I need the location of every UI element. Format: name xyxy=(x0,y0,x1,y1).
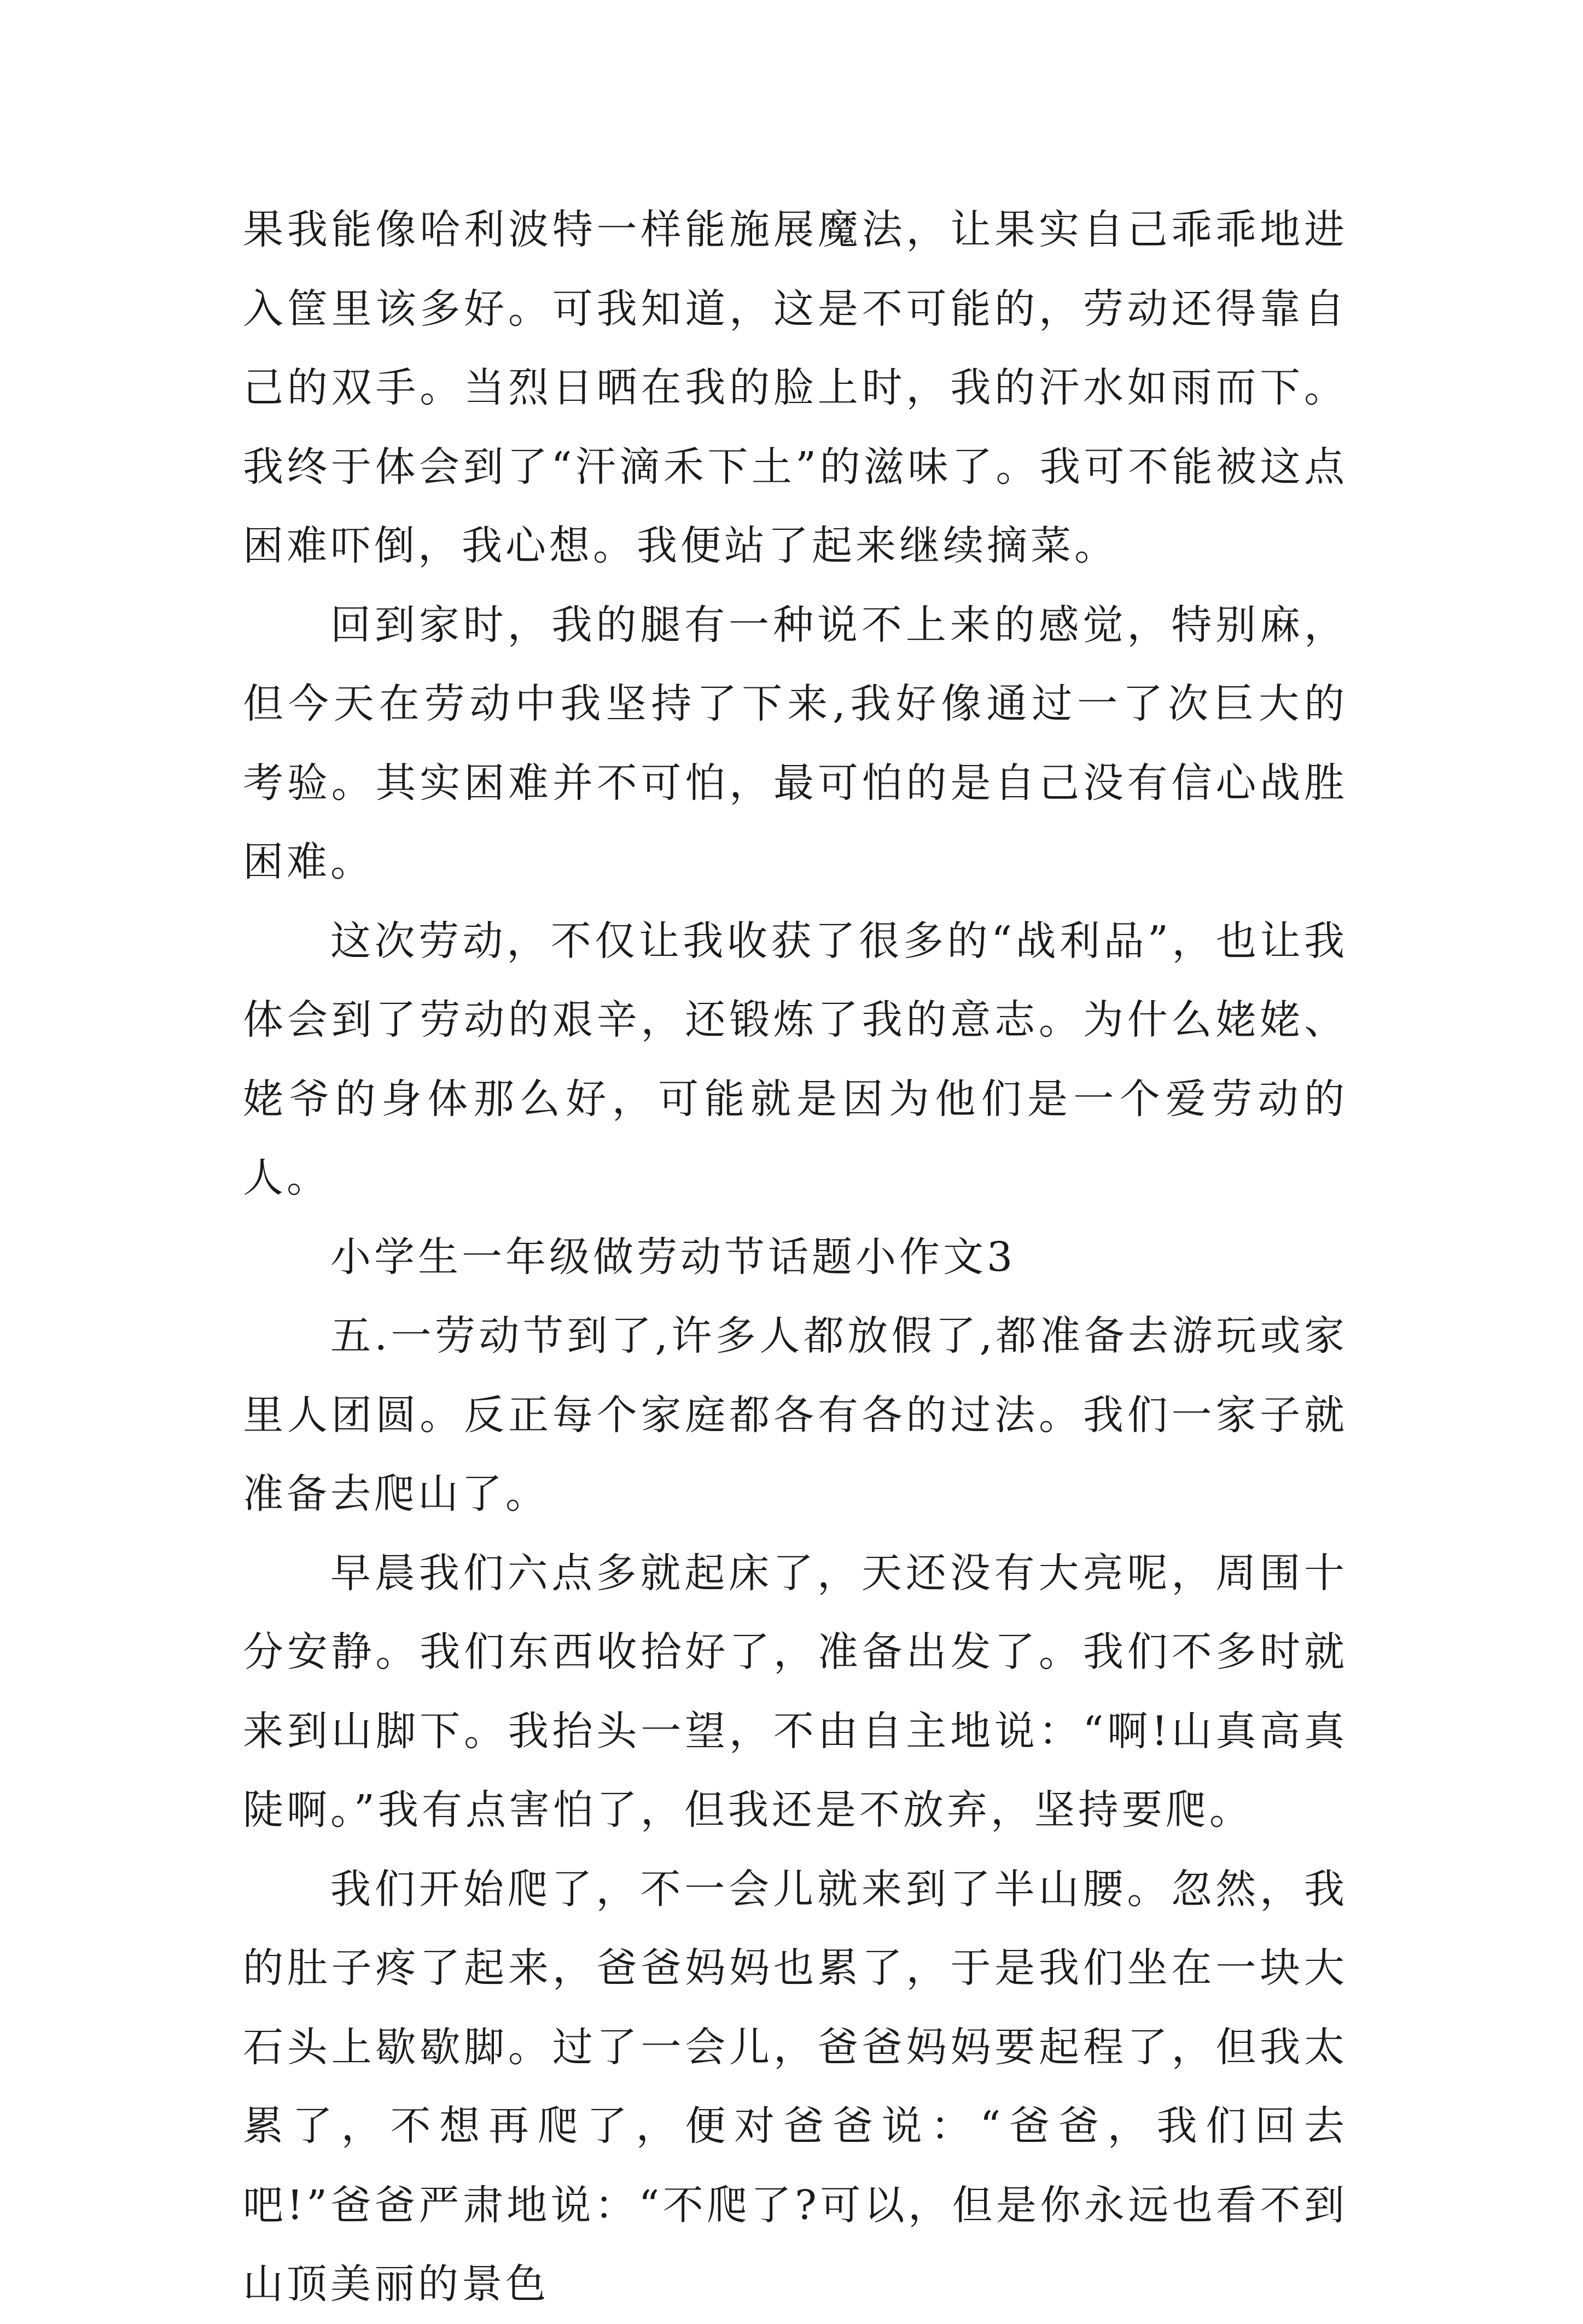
paragraph: 这次劳动，不仅让我收获了很多的“战利品”，也让我体会到了劳动的艰辛，还锻炼了我的意志。为什么姥姥、姥爷的身体那么好，可能就是因为他们是一个爱劳动的人。 xyxy=(243,917,1348,1201)
paragraph: 我们开始爬了，不一会儿就来到了半山腰。忽然，我的肚子疼了起来，爸爸妈妈也累了，于是我们坐在一块大石头上歇歇脚。过了一会儿，爸爸妈妈要起程了，但我太累了，不想再爬了，便对爸爸说：“爸爸，我们回去吧!”爸爸严肃地说：“不爬了?可以，但是你永远也看不到山顶美丽的景色 xyxy=(243,1865,1348,2308)
article-body xyxy=(243,190,1348,2324)
paragraph: 早晨我们六点多就起床了，天还没有大亮呢，周围十分安静。我们东西收拾好了，准备出发了。我们不多时就来到山脚下。我抬头一望，不由自主地说：“啊!山真高真陡啊。”我有点害怕了，但我还是不放弃，坚持要爬。 xyxy=(243,1549,1348,1833)
paragraph: 五.一劳动节到了,许多人都放假了,都准备去游玩或家里人团圆。反正每个家庭都各有各的过法。我们一家子就准备去爬山了。 xyxy=(243,1312,1348,1517)
section-heading: 小学生一年级做劳动节话题小作文3 xyxy=(330,1233,1016,1281)
paragraph: 回到家时，我的腿有一种说不上来的感觉，特别麻，但今天在劳动中我坚持了下来,我好像通过一了次巨大的考验。其实困难并不可怕，最可怕的是自己没有信心战胜困难。 xyxy=(243,601,1348,885)
paragraph-continuation: 果我能像哈利波特一样能施展魔法，让果实自己乖乖地进入筐里该多好。可我知道，这是不可能的，劳动还得靠自己的双手。当烈日晒在我的脸上时，我的汗水如雨而下。我终于体会到了“汗滴禾下土”的滋味了。我可不能被这点困难吓倒，我心想。我便站了起来继续摘菜。 xyxy=(243,206,1348,569)
